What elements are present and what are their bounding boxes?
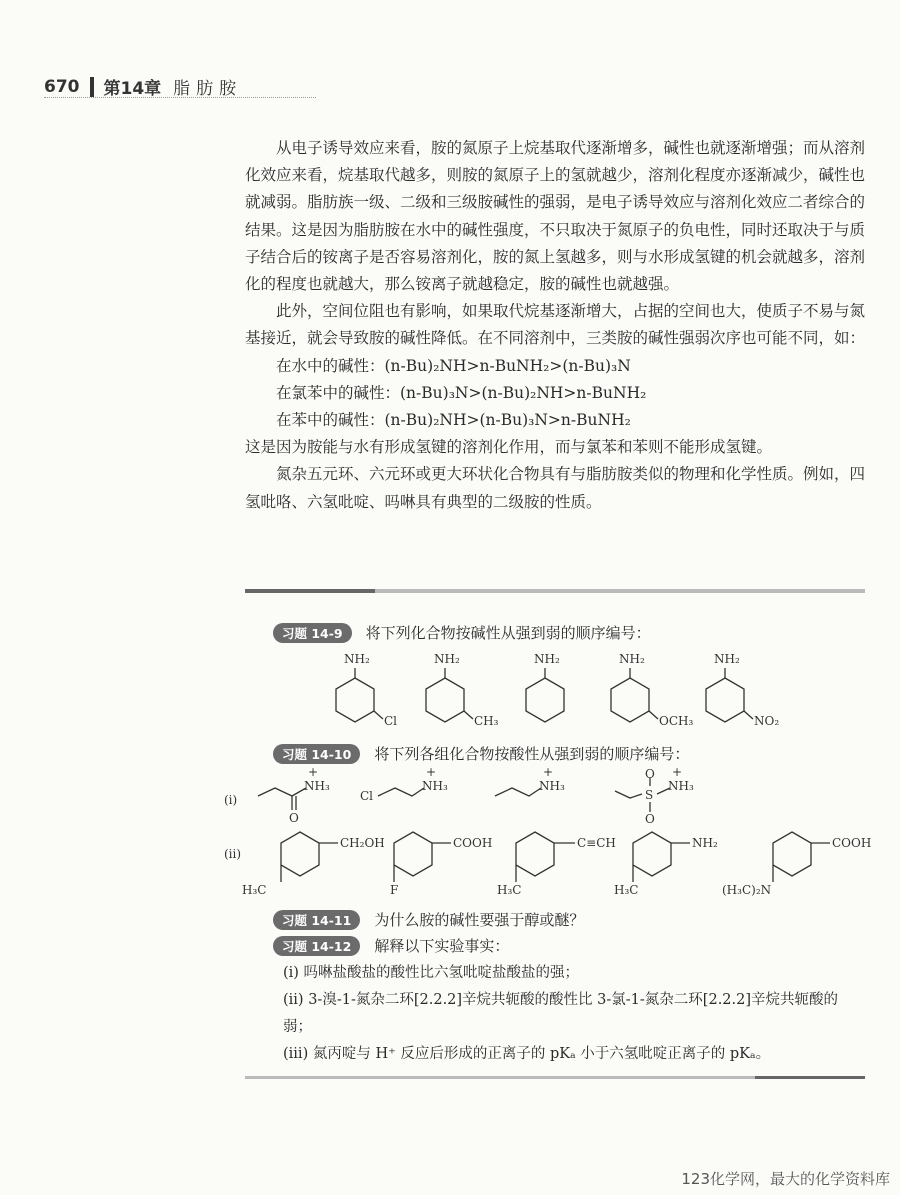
label-nh3: NH₃	[304, 779, 330, 793]
label-cl: Cl	[360, 789, 374, 803]
label-h3c: H₃C	[614, 883, 639, 897]
paragraph-1: 从电子诱导效应来看，胺的氮原子上烷基取代逐渐增多，碱性也就逐渐增强；而从溶剂化效应来看，烷基取代越多，则胺的氮原子上的氢就越少，溶剂化程度亦逐渐减少，碱性也就减弱。脂肪族一级、二级和三级胺碱性的强弱，是电子诱导效应与溶剂化效应二者综合的结果。这是因为脂肪胺在水中的碱性强度，不只取决于氮原子的负电性，同时还取决于与质子结合后的铵离子是否容易溶剂化，胺的氮上氢越多，则与水形成氢键的机会就越多，溶剂化的程度也就越大，那么铵离子就越稳定，胺的碱性也就越强。	[245, 139, 866, 294]
exercise-tag: 习题 14-9	[273, 623, 352, 643]
ring-3-nitrocyclohexylamine	[706, 668, 753, 722]
chapter-label: 第14章	[103, 79, 162, 99]
exercise-14-9	[273, 622, 651, 643]
amide-chain	[258, 788, 292, 796]
ring-cyclohexylamine	[526, 668, 564, 722]
header-rule	[44, 97, 316, 98]
item-i: (i) 吗啉盐酸盐的酸性比六氢吡啶盐酸盐的强；	[283, 965, 580, 981]
label-nh2: NH₂	[534, 652, 560, 666]
page-header	[44, 74, 242, 99]
label-o: O	[289, 811, 299, 825]
label-cooh: COOH	[832, 836, 872, 850]
sulfonyl-chain	[615, 791, 642, 798]
exercise-tag: 习题 14-11	[273, 910, 360, 930]
label-nh3: NH₃	[422, 779, 448, 793]
exercise-14-10-structures	[220, 766, 880, 901]
label-o: O	[645, 767, 655, 781]
exercise-14-12-items	[273, 960, 865, 1068]
label-plus: +	[543, 766, 554, 779]
exercise-14-9-structures	[300, 645, 800, 737]
label-plus: +	[672, 766, 683, 779]
paragraph-4: 氮杂五元环、六元环或更大环状化合物具有与脂肪胺类似的物理和化学性质。例如，四氢吡咯、六氢吡啶、吗啉具有典型的二级胺的性质。	[245, 465, 866, 511]
label-s: S	[645, 788, 654, 802]
item-iii: (iii) 氮丙啶与 H⁺ 反应后形成的正离子的 pKₐ 小于六氢吡啶正离子的 pKₐ。	[283, 1046, 771, 1062]
label-ccch: C≡CH	[577, 836, 616, 850]
label-och3: OCH₃	[659, 714, 694, 728]
exercise-text: 解释以下实验事实：	[374, 937, 510, 955]
body-text	[245, 135, 865, 516]
label-nme2: (H₃C)₂N	[722, 883, 772, 897]
section-rule-bottom	[245, 1076, 865, 1079]
ring-3-methoxycyclohexylamine	[611, 668, 658, 722]
chloroethyl-chain	[378, 788, 424, 796]
label-h3c: H₃C	[497, 883, 522, 897]
exercise-14-12	[273, 935, 509, 956]
exercise-tag: 习题 14-10	[273, 744, 360, 764]
page-number: 670	[44, 76, 80, 97]
label-h3c: H₃C	[242, 883, 267, 897]
label-nh2: NH₂	[344, 652, 370, 666]
exercise-14-10	[273, 743, 689, 764]
label-no2: NO₂	[754, 714, 780, 728]
paragraph-3: 这是因为胺能与水有形成氢键的溶剂化作用，而与氯苯和苯则不能形成氢键。	[245, 438, 773, 457]
label-nh2: NH₂	[692, 836, 718, 850]
header-bar	[90, 77, 94, 97]
section-rule-top	[245, 589, 865, 593]
exercise-14-11	[273, 909, 584, 930]
label-o: O	[645, 812, 655, 826]
label-ii: (ii)	[224, 847, 242, 861]
basicity-benzene: 在苯中的碱性：(n-Bu)₂NH>(n-Bu)₃N>n-BuNH₂	[276, 411, 631, 430]
label-nh3: NH₃	[668, 779, 694, 793]
footer-watermark: 123化学网，最大的化学资料库	[681, 1170, 890, 1188]
label-ch3: CH₃	[474, 714, 499, 728]
label-plus: +	[426, 766, 437, 779]
item-ii: (ii) 3-溴-1-氮杂二环[2.2.2]辛烷共轭酸的酸性比 3-氯-1-氮杂二环[2.2.2]辛烷共轭酸的弱；	[283, 992, 839, 1035]
label-plus: +	[308, 766, 319, 779]
ring-3-chlorocyclohexylamine	[336, 668, 383, 722]
label-f: F	[390, 883, 399, 897]
label-nh3: NH₃	[539, 779, 565, 793]
ring-3-methylcyclohexylamine	[426, 668, 473, 722]
label-nh2: NH₂	[714, 652, 740, 666]
label-nh2: NH₂	[434, 652, 460, 666]
label-i: (i)	[224, 793, 238, 807]
exercise-text: 将下列各组化合物按酸性从强到弱的顺序编号：	[374, 745, 690, 763]
label-cooh: COOH	[453, 836, 493, 850]
exercise-text: 将下列化合物按碱性从强到弱的顺序编号：	[365, 624, 651, 642]
chapter-title: 脂肪胺	[173, 79, 243, 99]
basicity-water: 在水中的碱性：(n-Bu)₂NH>n-BuNH₂>(n-Bu)₃N	[276, 356, 631, 375]
basicity-chlorobenzene: 在氯苯中的碱性：(n-Bu)₃N>(n-Bu)₂NH>n-BuNH₂	[276, 383, 647, 402]
label-cl: Cl	[384, 714, 398, 728]
exercise-tag: 习题 14-12	[273, 936, 360, 956]
exercise-text: 为什么胺的碱性要强于醇或醚？	[374, 911, 585, 929]
label-nh2: NH₂	[619, 652, 645, 666]
propyl-chain	[495, 788, 541, 796]
label-ch2oh: CH₂OH	[340, 836, 385, 850]
paragraph-2: 此外，空间位阻也有影响，如果取代烷基逐渐增大，占据的空间也大，使质子不易与氮基接近，就会导致胺的碱性降低。在不同溶剂中，三类胺的碱性强弱次序也可能不同，如：	[245, 302, 866, 348]
